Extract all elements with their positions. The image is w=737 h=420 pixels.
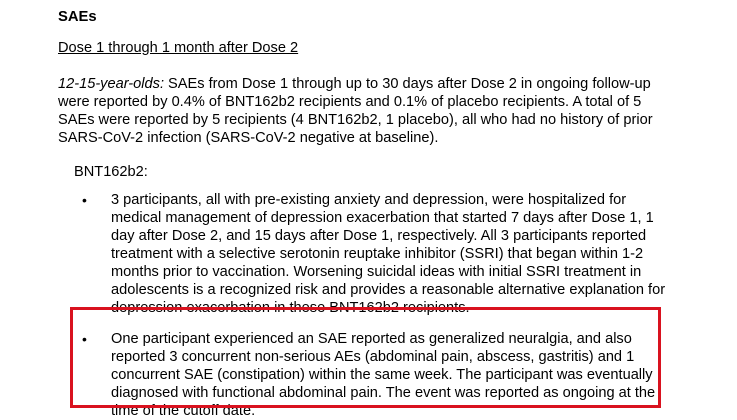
bullet-item-highlighted — [58, 330, 671, 420]
document-body — [58, 8, 730, 420]
section-heading: SAEs — [58, 9, 97, 25]
bullet-text: 3 participants, all with pre-existing anxiety and depression, were hospitalized for medical management of depression exacerbation that started 7 days after Dose 1, 1 day after Dose 2, and 15 days after Dose 1, respectively. All 3 participants reported treatment with a selective serotonin reuptake inhibitor (SSRI) that began within 1-2 months prior to vaccination. Worsening suicidal ideas with initial SSRI treatment in adolescents is a recognized risk and provides a reasonable alternative explanation for depression exacerbation in these BNT162b2 recipients. — [111, 192, 666, 316]
intro-text: SAEs from Dose 1 through up to 30 days after Dose 2 in ongoing follow-up were reported by 0.4% of BNT162b2 recipients and 0.1% of placebo recipients. A total of 5 SAEs were reported by 5 recipients (4 BNT162b2, 1 placebo), all who had no history of prior SARS-CoV-2 infection (SARS-CoV-2 negative at baseline). — [58, 76, 653, 146]
bullet-icon: • — [82, 331, 87, 347]
group-label: BNT162b2: — [74, 164, 148, 180]
bullet-icon: • — [82, 192, 87, 208]
bullet-text: One participant experienced an SAE reported as generalized neuralgia, and also reported 3 concurrent non-serious AEs (abdominal pain, abscess, gastritis) and 1 concurrent SAE (constipation) within the same week. The participant was eventually diagnosed with functional abdominal pain. The event was reported as ongoing at the time of the cutoff date. — [111, 331, 656, 419]
section-subheading: Dose 1 through 1 month after Dose 2 — [58, 40, 299, 56]
intro-lead: 12-15-year-olds: — [58, 76, 164, 92]
intro-paragraph — [58, 75, 673, 147]
bullet-list — [58, 191, 730, 420]
bullet-item — [58, 191, 671, 317]
